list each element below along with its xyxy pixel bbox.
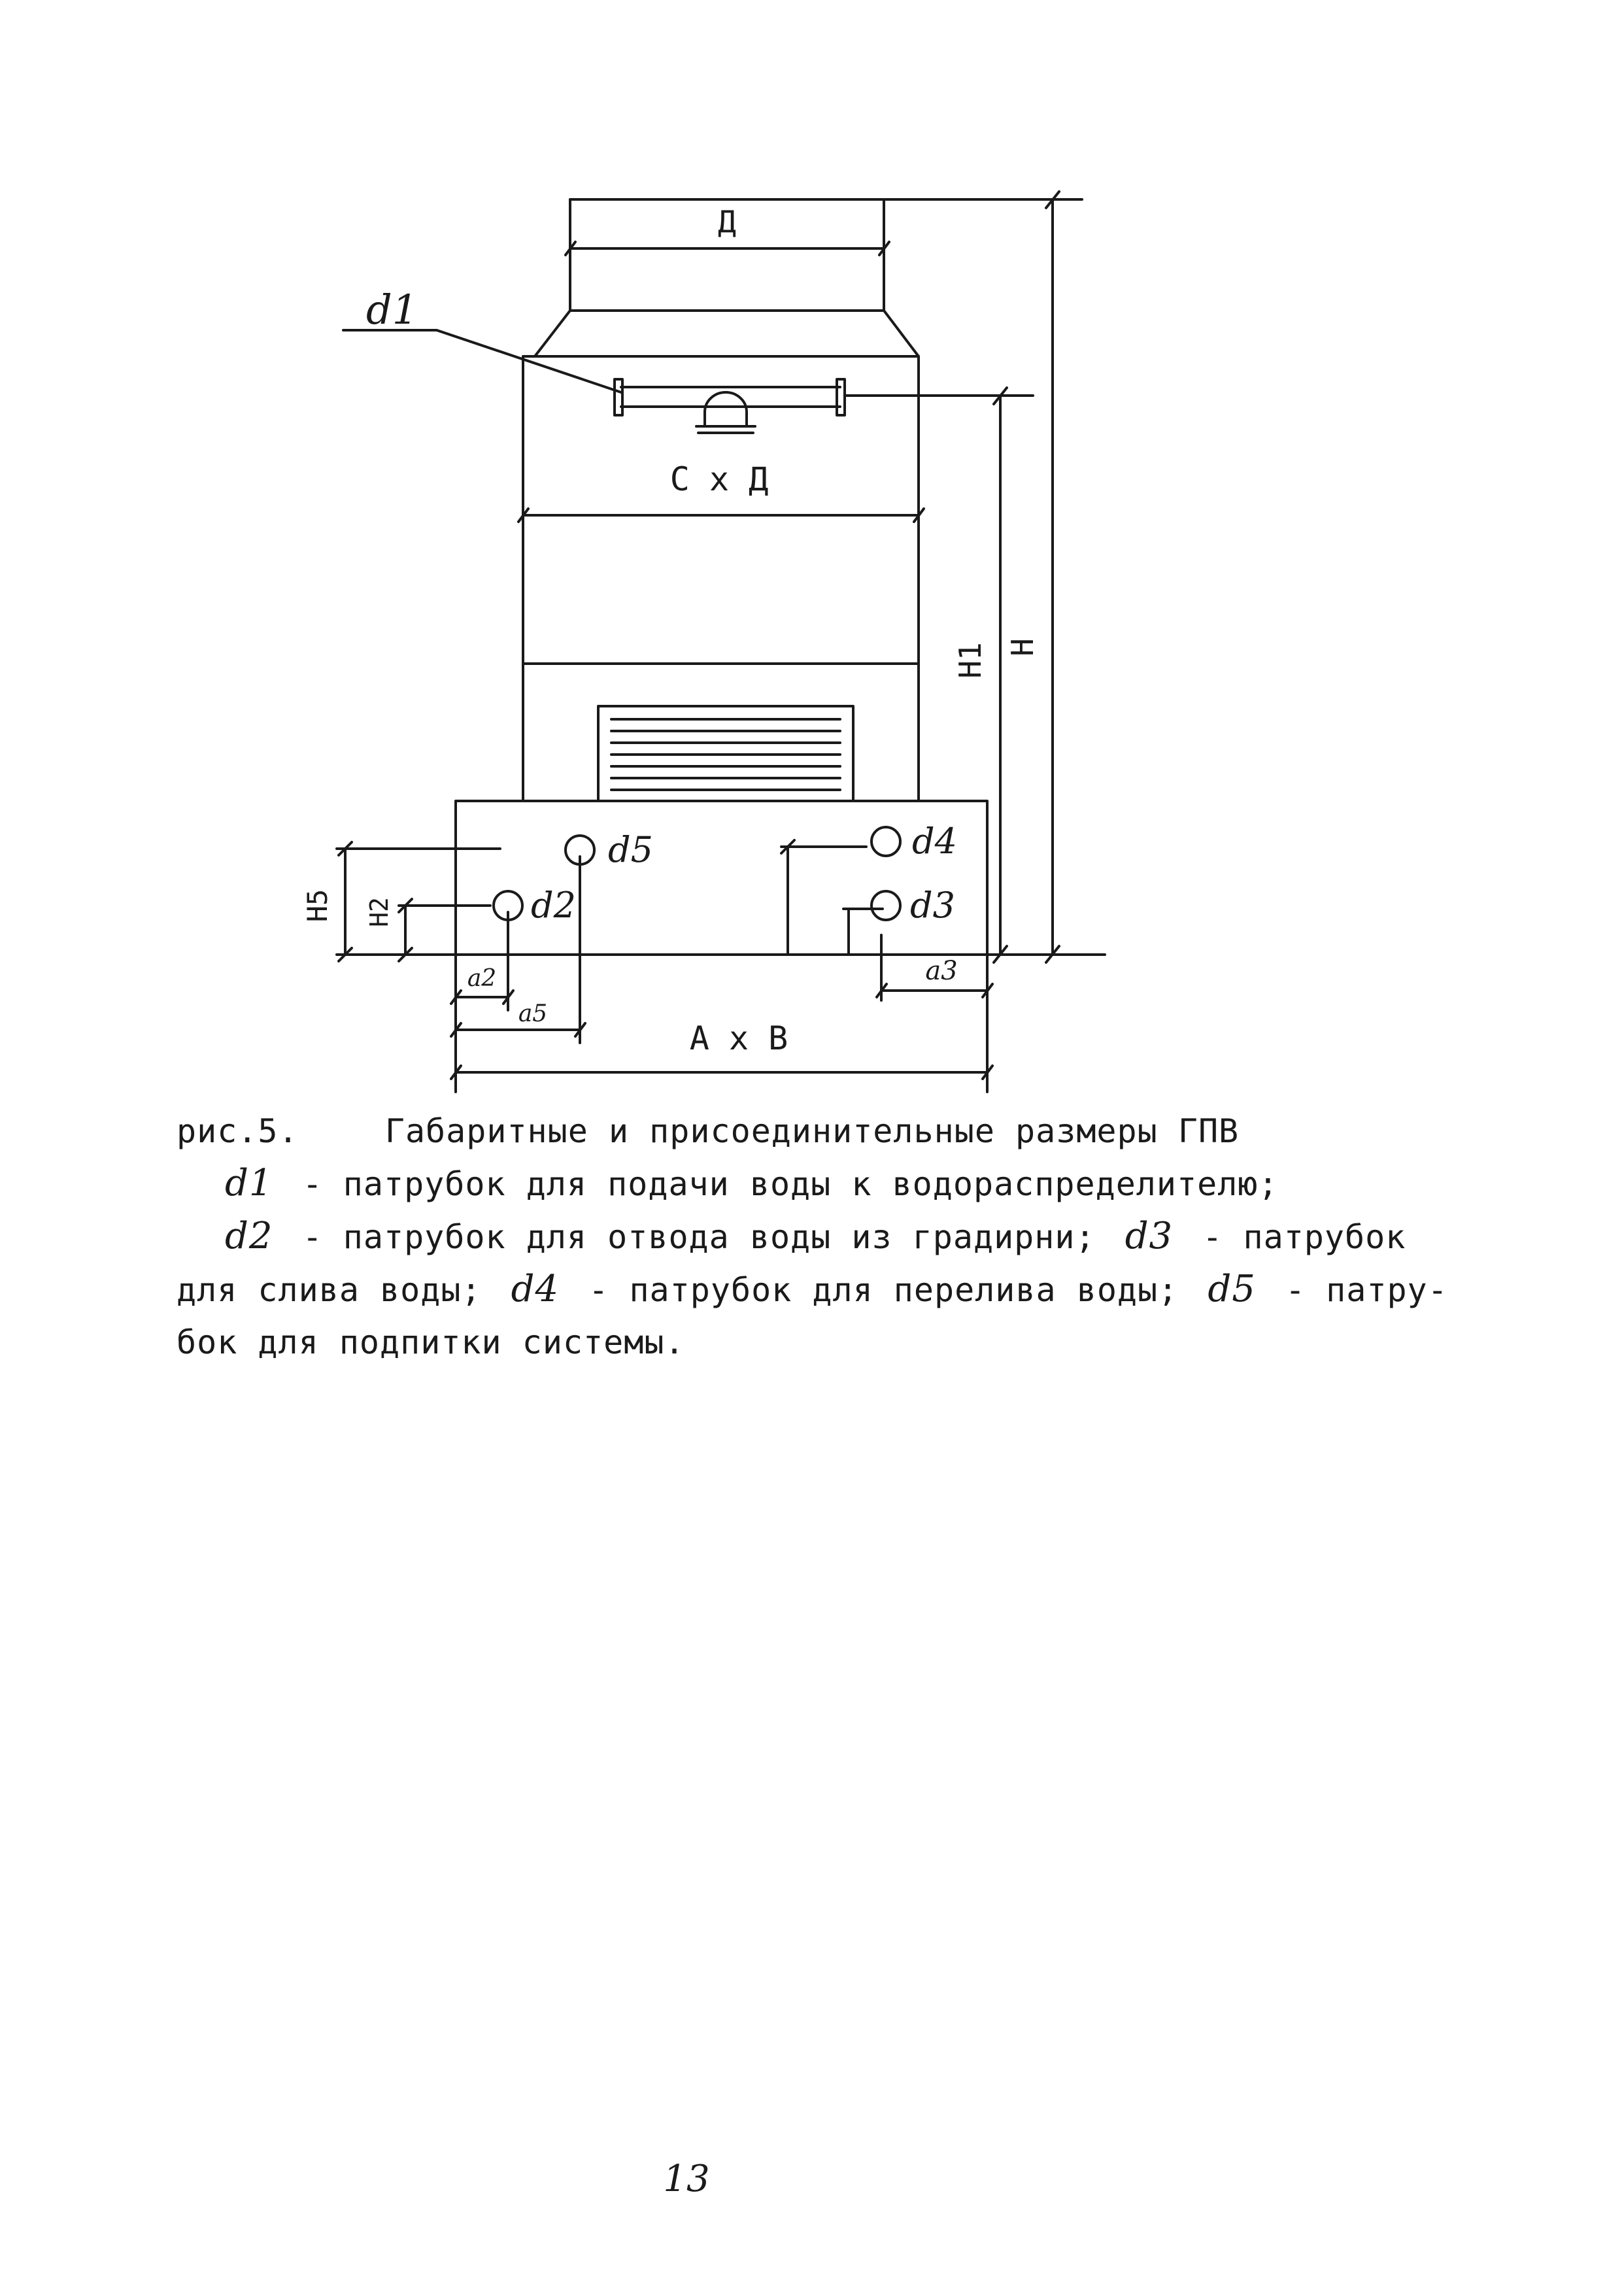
caption-text-d4: - патрубок для перелива воды; [588,1271,1179,1309]
label-d2: d2 [531,885,576,926]
caption-text-d5: - патру- [1285,1271,1448,1309]
water-distributor [615,379,845,433]
caption-title [177,1105,1471,1157]
caption-line-d1 [177,1157,1471,1210]
label-base: А х В [689,1019,788,1057]
label-d1: d1 [366,286,418,333]
label-a5: a5 [518,1000,548,1027]
tower-taper [535,311,919,356]
page-number: 13 [663,2158,710,2200]
nozzle-d4 [871,827,900,856]
label-h-total: Н [1005,638,1040,656]
caption-symbol-d2: d2 [225,1215,273,1257]
figure-caption [177,1105,1471,1368]
caption-text-d1: - патрубок для подачи воды к водораспределителю; [302,1165,1279,1203]
label-a2: a2 [467,965,497,992]
label-section: С х Д [669,460,769,498]
caption-line-d2 [177,1210,1471,1263]
caption-text-d3: - патрубок [1202,1218,1406,1256]
caption-figure-number: рис.5. [177,1112,299,1150]
caption-symbol-d5: d5 [1208,1268,1256,1310]
caption-symbol-d3: d3 [1125,1215,1174,1257]
label-h1: Н1 [953,642,988,679]
caption-symbol-d4: d4 [511,1268,560,1310]
caption-symbol-d1: d1 [225,1162,273,1204]
caption-line-3 [177,1263,1471,1316]
label-h5: Н5 [301,889,333,923]
caption-title-text: Габаритные и присоединительные размеры ГПВ [384,1112,1240,1150]
tower-body [523,356,919,801]
caption-text-line3: для слива воды; [177,1271,482,1309]
label-d3: d3 [910,885,955,926]
basin [456,801,987,955]
label-h2: Н2 [365,897,394,927]
label-d5: d5 [608,829,653,870]
label-d4: d4 [912,821,957,862]
label-top-width: Д [718,204,736,239]
caption-line-4 [177,1316,1471,1368]
caption-text-d2: - патрубок для отвода воды из градирни; [302,1218,1096,1256]
nozzle-d3 [871,891,900,920]
caption-text-line4: бок для подпитки системы. [177,1323,685,1361]
label-a3: a3 [925,956,958,986]
